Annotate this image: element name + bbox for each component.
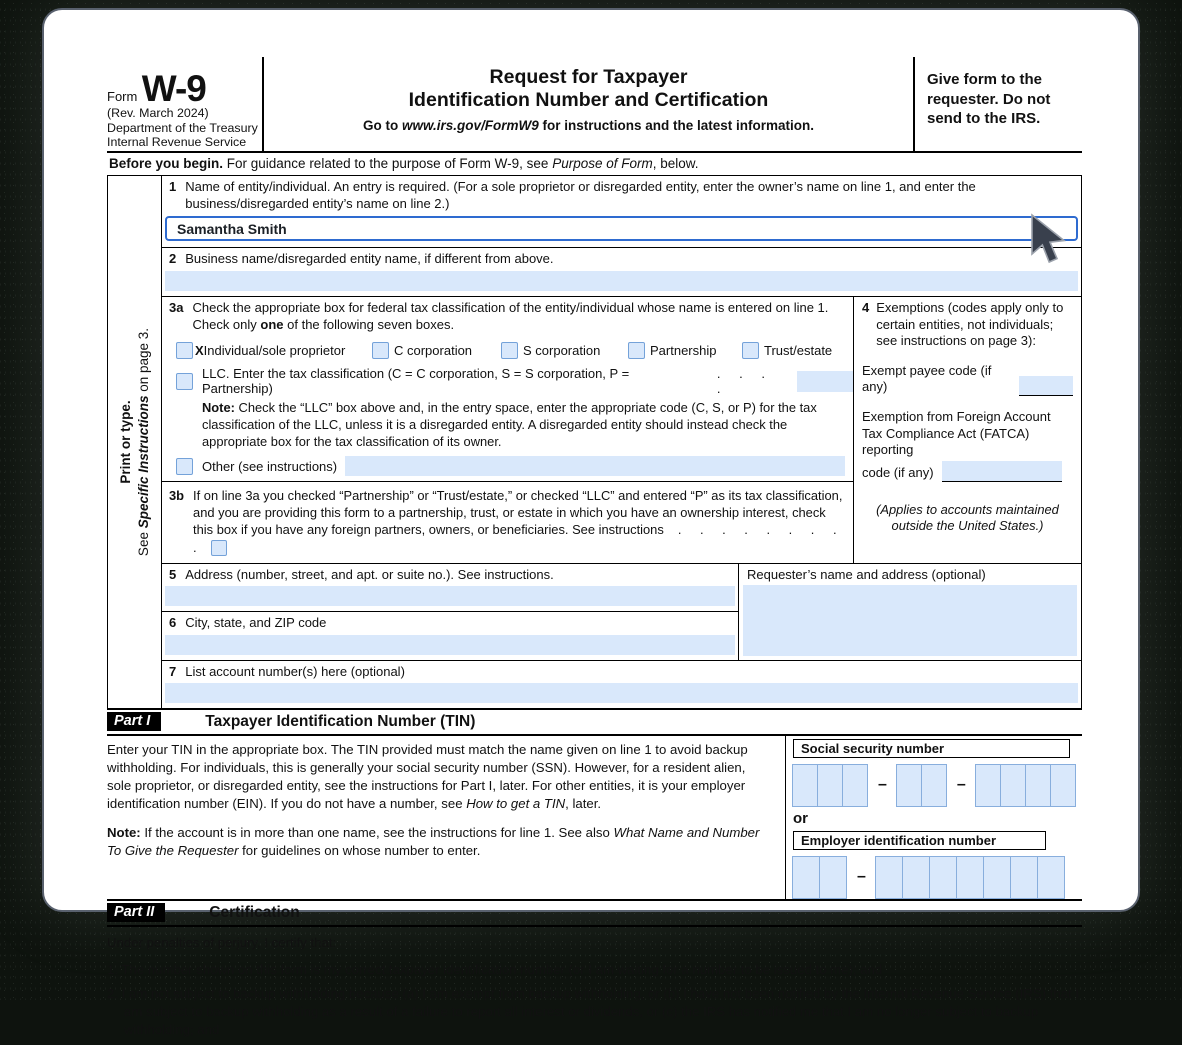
specific-instructions-ref: Specific Instructions xyxy=(135,395,151,529)
line3a-label-one: one xyxy=(260,316,284,332)
line6-label: City, state, and ZIP code xyxy=(185,615,327,631)
city-state-zip-input[interactable] xyxy=(165,635,735,655)
certification-intro: Under penalties of perjury, I certify that: xyxy=(107,935,337,951)
form-title-line1: Request for Taxpayer xyxy=(489,66,688,88)
form-header-left xyxy=(107,57,262,151)
line3b-number: 3b xyxy=(169,488,185,504)
foreign-partners-checkbox[interactable] xyxy=(211,540,227,556)
what-name-ref: What Name and Number To Give the Requester xyxy=(107,825,760,859)
department-line: Department of the Treasury xyxy=(107,120,258,135)
see-post: on page 3. xyxy=(135,328,151,396)
form-title-block xyxy=(262,57,915,151)
part1-para-post: , later. xyxy=(565,796,602,812)
option-other xyxy=(176,456,845,476)
tin-digit-cell[interactable] xyxy=(792,764,818,807)
certification-item-1: 1. The number shown on this form is my correct taxpayer identification number (or I am waiting for a number to be issued to me); and xyxy=(107,962,883,978)
option-s-corporation xyxy=(501,342,628,359)
line1-row xyxy=(162,176,1081,248)
line3b-text: If on line 3a you checked “Partnership” or “Trust/estate,” or checked “LLC” and entered “P” as its tax classification, and you are providing this form to a partnership, trust, or estate in which you have an ownership interest, check this box if you have any foreign partners, owners, or beneficiaries. See instructions xyxy=(193,488,843,538)
line7-label: List account number(s) here (optional) xyxy=(185,663,405,679)
part1-badge: Part I xyxy=(107,712,161,731)
line7-number: 7 xyxy=(169,663,177,679)
goto-post: for instructions and the latest information. xyxy=(538,118,815,133)
line3a-number: 3a xyxy=(169,299,184,315)
tin-digit-cell[interactable] xyxy=(792,856,820,899)
before-begin-post: , below. xyxy=(652,156,699,171)
how-to-get-tin-ref: How to get a TIN xyxy=(466,796,566,812)
part1-note-post: for guidelines on whose number to enter. xyxy=(238,843,481,859)
line5-label: Address (number, street, and apt. or suite no.). See instructions. xyxy=(185,566,554,582)
line2-number: 2 xyxy=(169,251,177,267)
option-trust-estate xyxy=(742,342,832,359)
part1-para-pre: Enter your TIN in the appropriate box. The TIN provided must match the name given on line 1 to avoid backup withholding. For individuals, this is generally your social security number (SSN). However, for a resident alien, sole proprietor, or disregarded entity, see the instructions for Part I, later. For other entities, it is your employer identification number (EIN). If you do not have a number, see xyxy=(107,742,748,812)
line3b-dot-leaders: . . . . . . . . . xyxy=(193,522,837,555)
requester-section xyxy=(739,564,1081,660)
see-instructions-label xyxy=(134,218,152,666)
form-word: Form xyxy=(107,89,138,104)
tin-digit-cell[interactable] xyxy=(921,764,947,807)
option-llc xyxy=(176,366,853,396)
part1-title: Taxpayer Identification Number (TIN) xyxy=(205,712,476,730)
tin-digit-cell[interactable] xyxy=(1000,764,1026,807)
tin-digit-cell[interactable] xyxy=(817,764,843,807)
option-individual xyxy=(176,342,372,359)
part1-note xyxy=(107,824,773,860)
tin-digit-cell[interactable] xyxy=(983,856,1011,899)
individual-label: Individual/sole proprietor xyxy=(203,343,346,359)
part1-paragraph xyxy=(107,741,773,813)
line4-number: 4 xyxy=(862,299,870,315)
line3a-label-pre: Check the appropriate box for federal tax classification of the entity/individual whose name is entered on line 1. Check only xyxy=(192,299,829,332)
s-corporation-label: S corporation xyxy=(523,343,601,359)
individual-checkbox-mark: X xyxy=(195,343,204,359)
certification-item-2: 2. I am not subject to backup withholding because (a) I am exempt from backup withholding, or (b) I have not been notified by the Internal Revenue Service (IRS) that I am subject to backup withholding as a result of a failure to report all interest or dividends, or (c) the IRS has notified me that I am no longer subject to backup withholding; and xyxy=(107,986,1080,1038)
line2-label: Business name/disregarded entity name, if different from above. xyxy=(185,251,554,267)
form-number: W-9 xyxy=(141,68,206,109)
line3a-label xyxy=(192,300,847,333)
form-title-line2: Identification Number and Certification xyxy=(408,89,769,111)
tin-digit-cell[interactable] xyxy=(956,856,984,899)
ssn-input-row xyxy=(793,763,1082,807)
llc-label: LLC. Enter the tax classification (C = C corporation, S = S corporation, P = Partnership) xyxy=(202,366,630,397)
other-checkbox[interactable] xyxy=(176,458,193,475)
goto-instructions xyxy=(264,118,913,133)
line3b-text-wrap xyxy=(193,487,847,555)
partnership-checkbox[interactable] xyxy=(628,342,645,359)
address-input[interactable] xyxy=(165,586,735,606)
certification-body xyxy=(107,927,1082,1039)
form-main-table xyxy=(107,175,1082,708)
goto-pre: Go to xyxy=(362,118,402,133)
or-label: or xyxy=(793,810,808,828)
c-corporation-checkbox[interactable] xyxy=(372,342,389,359)
part1-note-pre: If the account is in more than one name, see the instructions for line 1. See also xyxy=(140,825,614,841)
tin-digit-cell[interactable] xyxy=(929,856,957,899)
requester-input[interactable] xyxy=(743,585,1077,656)
tin-digit-cell[interactable] xyxy=(875,856,903,899)
line4-section xyxy=(854,297,1081,563)
tin-dash: – xyxy=(956,776,966,794)
irs-url: www.irs.gov/FormW9 xyxy=(401,118,539,133)
llc-classification-input[interactable] xyxy=(797,371,853,392)
tin-dash: – xyxy=(857,868,866,886)
other-input[interactable] xyxy=(345,456,845,476)
c-corporation-label: C corporation xyxy=(394,343,473,359)
service-line: Internal Revenue Service xyxy=(107,135,247,150)
line5-number: 5 xyxy=(169,566,177,582)
line1-number: 1 xyxy=(169,179,177,194)
tin-digit-cell[interactable] xyxy=(819,856,847,899)
business-name-input[interactable] xyxy=(165,271,1078,291)
line3a-section xyxy=(162,297,853,483)
line3b-section xyxy=(162,482,853,562)
part1-note-bold: Note: xyxy=(107,825,141,841)
exempt-payee-code-input[interactable] xyxy=(1019,376,1073,396)
s-corporation-checkbox[interactable] xyxy=(501,342,518,359)
ein-input-row xyxy=(793,855,1082,899)
print-or-type-label: Print or type. xyxy=(117,400,133,484)
individual-checkbox[interactable] xyxy=(176,342,193,359)
ein-label: Employer identification number xyxy=(793,831,1046,850)
part1-header xyxy=(107,708,1082,736)
llc-checkbox[interactable] xyxy=(176,373,193,390)
llc-note-bold: Note: xyxy=(202,400,235,416)
line5-row xyxy=(162,564,738,613)
form-header xyxy=(107,57,1082,153)
print-or-type-sidebar xyxy=(108,176,162,708)
purpose-of-form-ref: Purpose of Form xyxy=(552,156,653,171)
line3a-label-post: of the following seven boxes. xyxy=(283,316,455,332)
tin-digit-cell[interactable] xyxy=(1025,764,1051,807)
llc-note-text: Check the “LLC” box above and, in the entry space, enter the appropriate code (C, S, or P) for the tax classification of the LLC, unless it is a disregarded entity. A disregarded entity should instead check the appropriate box for the tax classification of its owner. xyxy=(202,400,817,449)
before-begin-bold: Before you begin. xyxy=(109,156,224,171)
form-revision: (Rev. March 2024) xyxy=(107,106,209,120)
tin-digit-cell[interactable] xyxy=(1010,856,1038,899)
option-partnership xyxy=(628,342,742,359)
name-input[interactable] xyxy=(165,216,1078,241)
trust-estate-checkbox[interactable] xyxy=(742,342,759,359)
account-numbers-input[interactable] xyxy=(165,683,1078,703)
line6-number: 6 xyxy=(169,615,177,631)
tin-dash: – xyxy=(878,776,887,794)
w9-form-card xyxy=(42,8,1140,1038)
see-pre: See xyxy=(135,528,151,557)
tin-digit-cell[interactable] xyxy=(842,764,868,807)
exempt-payee-label: Exempt payee code (if any) xyxy=(862,362,992,395)
before-begin-pre: For guidance related to the purpose of Form W-9, see xyxy=(223,156,553,171)
option-c-corporation xyxy=(372,342,501,359)
fatca-label: Exemption from Foreign Account Tax Compliance Act (FATCA) reporting xyxy=(862,409,1051,458)
tin-digit-cell[interactable] xyxy=(1037,856,1065,899)
applies-note: (Applies to accounts maintained outside the United States.) xyxy=(876,501,1059,534)
llc-note xyxy=(202,400,843,450)
tin-digit-cell[interactable] xyxy=(1050,764,1076,807)
tin-entry-column xyxy=(785,736,1082,899)
ssn-label: Social security number xyxy=(793,739,1070,758)
part2-title: Certification xyxy=(209,903,300,921)
other-label: Other (see instructions) xyxy=(202,458,338,474)
llc-dot-leaders: . . . . xyxy=(716,366,765,397)
partnership-label: Partnership xyxy=(650,343,717,359)
before-you-begin xyxy=(107,153,1082,175)
line4-label: Exemptions (codes apply only to certain entities, not individuals; see instructions on page 3): xyxy=(876,299,1064,349)
trust-estate-label: Trust/estate xyxy=(764,343,833,359)
fatca-code-input[interactable] xyxy=(942,461,1062,482)
line7-row xyxy=(162,661,1081,704)
fatca-label-2: code (if any) xyxy=(862,465,934,481)
give-form-note: Give form to the requester. Do not send to the IRS. xyxy=(927,71,1051,127)
tin-digit-cell[interactable] xyxy=(902,856,930,899)
part1-instructions xyxy=(107,736,785,899)
line6-row xyxy=(162,612,738,655)
requester-label: Requester’s name and address (optional) xyxy=(747,566,986,582)
tin-digit-cell[interactable] xyxy=(975,764,1001,807)
part2-badge: Part II xyxy=(107,903,165,922)
part2-header xyxy=(107,899,1082,927)
tin-digit-cell[interactable] xyxy=(896,764,922,807)
line2-row xyxy=(162,248,1081,297)
line1-label: Name of entity/individual. An entry is required. (For a sole proprietor or disregarded entity, enter the owner’s name on line 1, and enter the business/disregarded entity’s name on line 2.) xyxy=(185,179,976,211)
